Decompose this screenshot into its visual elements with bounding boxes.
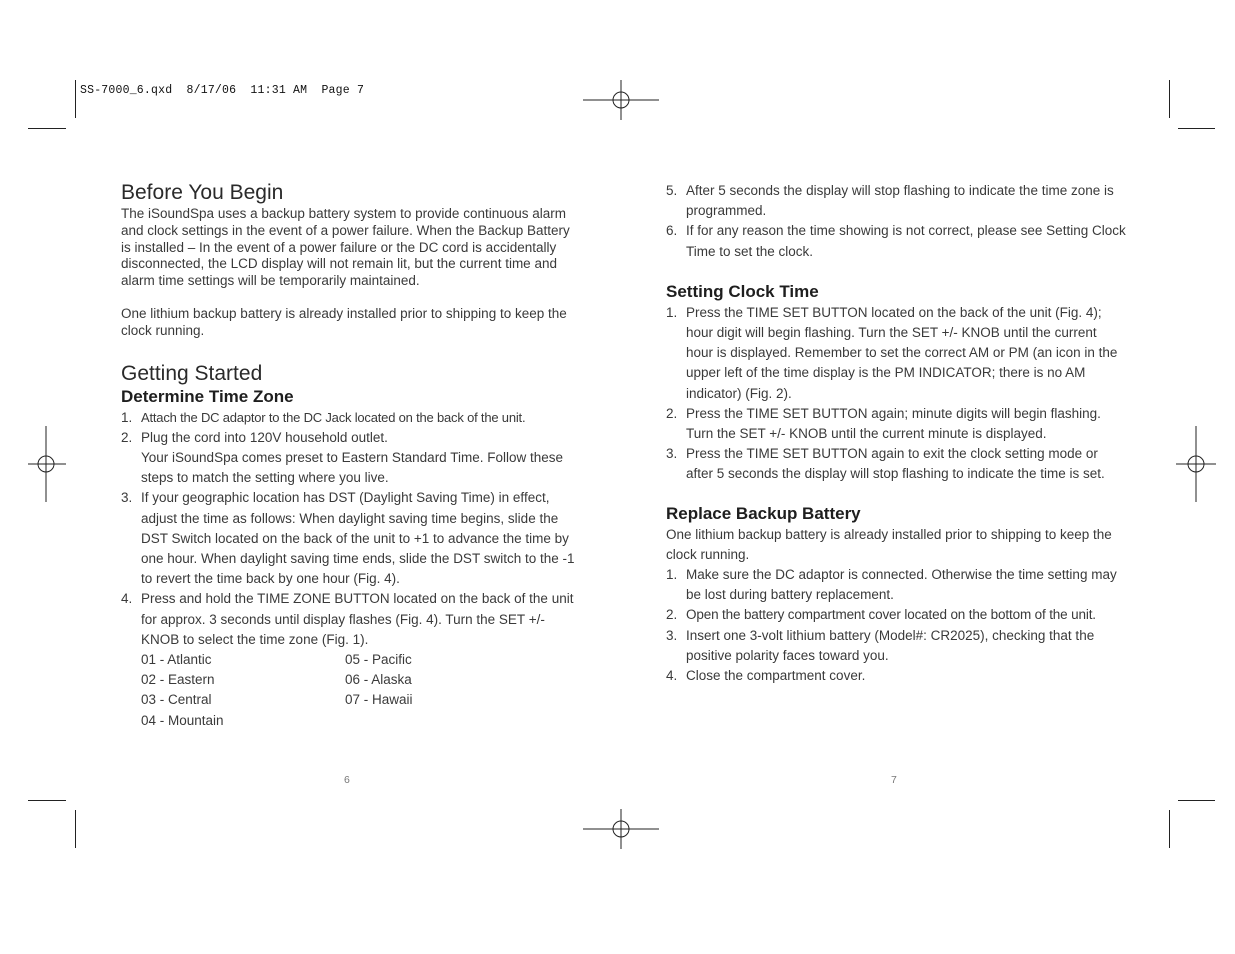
page-number-left: 6 — [344, 774, 350, 786]
list-item: 3. Insert one 3-volt lithium battery (Model#: CR2025), checking that the positive polarity faces toward you. — [666, 627, 1095, 663]
time-zone-option — [345, 711, 495, 731]
battery-intro: One lithium backup battery is already installed prior to shipping to keep the clock running. — [666, 526, 1112, 562]
preset-note: Your iSoundSpa comes preset to Eastern Standard Time. Follow these steps to match the setting where you live. — [141, 449, 563, 486]
list-item: 5. After 5 seconds the display will stop flashing to indicate the time zone is programmed. — [666, 183, 1114, 219]
before-you-begin-paragraph: The iSoundSpa uses a backup battery system to provide continuous alarm and clock settings in the event of a power failure. When the Backup Battery is installed – In the event of a power failure or the DC cord is accidentally disconnected, the LCD display will not remain lit, but the current time and alarm time settings will be temporarily maintained. — [121, 206, 570, 289]
time-zone-option: 07 - Hawaii — [345, 692, 413, 708]
time-zone-option: 04 - Mountain — [141, 712, 224, 728]
clock-steps — [666, 303, 1126, 485]
registration-mark-right — [1176, 426, 1216, 502]
left-page-column — [121, 180, 576, 731]
registration-mark-left — [28, 426, 66, 502]
right-page-column — [666, 181, 1126, 686]
backup-battery-paragraph: One lithium backup battery is already installed prior to shipping to keep the clock running. — [121, 305, 567, 338]
list-item: 1. Press the TIME SET BUTTON located on the back of the unit (Fig. 4); hour digit will begin flashing. Turn the SET +/- KNOB until the current hour is displayed. Remember to set the correct AM or PM (an icon in the upper left of the time display is the PM INDICATOR; there is no AM indicator) (Fig. 2). — [666, 304, 1118, 401]
list-item: 2. Plug the cord into 120V household outlet. Your iSoundSpa comes preset to Eastern Standard Time. Follow these steps to match the setting where you live. — [121, 428, 576, 489]
list-item: 1. Make sure the DC adaptor is connected. Otherwise the time setting may be lost during battery replacement. — [666, 567, 1117, 603]
list-item: 1. Attach the DC adaptor to the DC Jack located on the back of the unit. — [121, 409, 526, 425]
registration-mark-bottom — [583, 809, 659, 849]
file-slug: SS-7000_6.qxd 8/17/06 11:31 AM Page 7 — [80, 84, 365, 97]
time-zone-option: 06 - Alaska — [345, 672, 412, 688]
page-number-right: 7 — [891, 774, 897, 786]
time-zone-option: 01 - Atlantic — [141, 652, 212, 668]
before-you-begin-heading: Before You Begin — [121, 181, 284, 204]
list-item: 3. Press the TIME SET BUTTON again to exit the clock setting mode or after 5 seconds the display will stop flashing to indicate the time is set. — [666, 446, 1105, 482]
list-item: 2. Press the TIME SET BUTTON again; minute digits will begin flashing. Turn the SET +/- KNOB until the current minute is displayed. — [666, 405, 1101, 442]
replace-backup-battery-heading: Replace Backup Battery — [666, 503, 861, 523]
list-item: 4. Press and hold the TIME ZONE BUTTON located on the back of the unit for approx. 3 seconds until display flashes (Fig. 4). Turn the SET +/- KNOB to select the time zone (Fig. 1). — [121, 591, 574, 647]
time-zone-steps — [121, 408, 576, 650]
time-zone-option: 03 - Central — [141, 692, 212, 708]
getting-started-heading: Getting Started — [121, 361, 263, 385]
battery-steps — [666, 565, 1126, 686]
list-item: 2. Open the battery compartment cover located on the bottom of the unit. — [666, 607, 1096, 623]
determine-time-zone-heading: Determine Time Zone — [121, 386, 294, 406]
list-item: 6. If for any reason the time showing is not correct, please see Setting Clock Time to set the clock. — [666, 223, 1126, 259]
list-item: 3. If your geographic location has DST (Daylight Saving Time) in effect, adjust the time as follows: When daylight saving time begins, slide the DST Switch located on the back of the unit to +1 to advance the time by one hour. When daylight saving time ends, slide the DST switch to the -1 to revert the time back by one hour (Fig. 4). — [121, 490, 575, 587]
time-zone-option: 02 - Eastern — [141, 672, 215, 688]
time-zone-table — [121, 650, 576, 731]
list-item: 4. Close the compartment cover. — [666, 668, 866, 684]
time-zone-steps-continued — [666, 181, 1126, 262]
time-zone-option: 05 - Pacific — [345, 652, 412, 668]
registration-mark-top — [583, 80, 659, 120]
setting-clock-time-heading: Setting Clock Time — [666, 281, 819, 301]
